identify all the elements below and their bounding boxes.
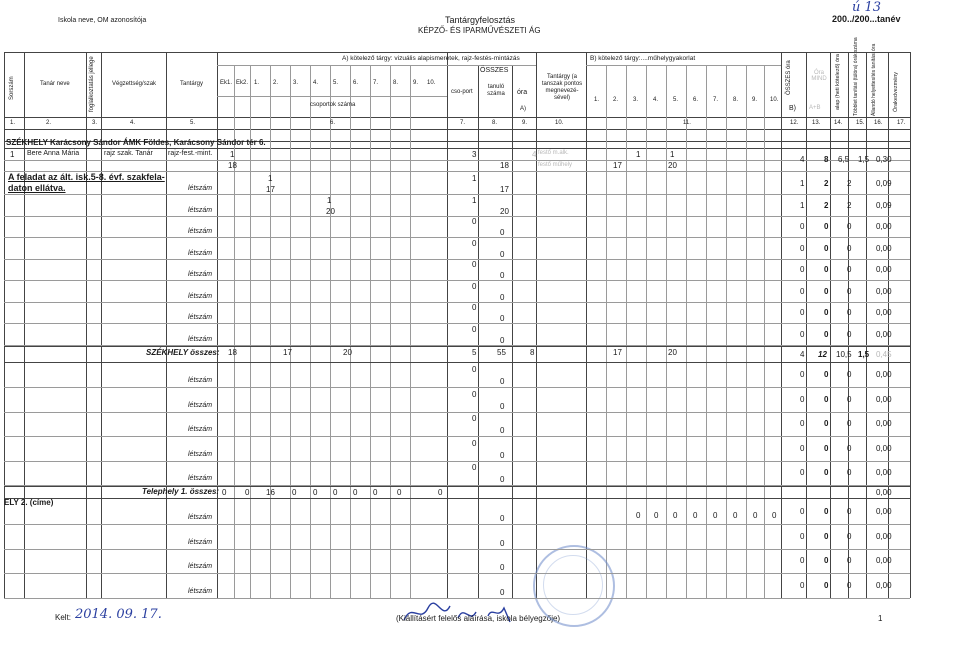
row-alap: 0 — [847, 244, 852, 253]
column-number: 17. — [897, 120, 906, 126]
telephely1-total-label: Telephely 1. összes: — [142, 487, 220, 496]
col-ora-mind: Óra MIND — [811, 70, 827, 82]
b-col-num: 6. — [693, 97, 699, 103]
row-allando: 0,00 — [876, 468, 892, 477]
letszam-label: létszám — [188, 314, 213, 321]
b-col-num: 10. — [770, 97, 779, 103]
row-ab: 0 — [824, 287, 829, 296]
row-group-count: 0 — [472, 439, 477, 448]
b-value: 0 — [713, 511, 718, 520]
row-sum: 0 — [800, 265, 805, 274]
row-alap: 0 — [847, 444, 852, 453]
row-sum: 0 — [800, 308, 805, 317]
b-col-num: 8. — [733, 97, 739, 103]
letszam-label: létszám — [188, 271, 213, 278]
row1-qualification: rajz szak. Tanár — [104, 150, 153, 157]
row-student-count: 0 — [500, 271, 505, 280]
row-student-count: 0 — [500, 426, 505, 435]
col-ek1: Ek1. — [220, 80, 233, 86]
column-number: 12. — [790, 120, 799, 126]
row-alap: 0 — [847, 265, 852, 274]
row-allando: 0,00 — [876, 419, 892, 428]
a-col-num: 10. — [427, 80, 436, 86]
column-number: 13. — [812, 120, 821, 126]
row-student-count: 20 — [500, 207, 509, 216]
row-ab: 0 — [824, 419, 829, 428]
col-tanar: Tanár neve — [40, 81, 70, 87]
row-student-count: 0 — [500, 336, 505, 345]
row-group-count: 1 — [472, 174, 477, 183]
row-allando: 0,00 — [876, 444, 892, 453]
row-ab: 0 — [824, 556, 829, 565]
col-osszes: ÖSSZES — [480, 67, 509, 74]
letszam-label: létszám — [188, 475, 213, 482]
column-number: 8. — [492, 120, 498, 126]
row-sum: 0 — [800, 468, 805, 477]
row-alap: 0 — [847, 370, 852, 379]
row-sum: 0 — [800, 556, 805, 565]
row-ab: 0 — [824, 244, 829, 253]
col-alap: alap (heti kötelező) óra — [835, 54, 841, 110]
letszam-label: létszám — [188, 336, 213, 343]
row-alap: 0 — [847, 507, 852, 516]
column-number: 15. — [856, 120, 865, 126]
row-student-count: 0 — [500, 563, 505, 572]
row-sum: 0 — [800, 581, 805, 590]
column-number: 6. — [330, 120, 336, 126]
b-mark: B) — [789, 105, 796, 112]
b-col-num: 1. — [594, 97, 600, 103]
letszam-label: létszám — [188, 426, 213, 433]
row-student-count: 0 — [500, 451, 505, 460]
column-number: 4. — [130, 120, 136, 126]
col-vegzettseg: Végzettség/szak — [112, 81, 157, 87]
telephely1-total-value: 16 — [266, 488, 275, 497]
telephely1-total-value: 0 — [245, 488, 250, 497]
b-value: 0 — [693, 511, 698, 520]
column-number: 14. — [834, 120, 843, 126]
col-tobblet: Többlet tanítási (túlóra) órák száma — [853, 37, 859, 116]
row-allando: 0,00 — [876, 581, 892, 590]
row-ab: 0 — [824, 222, 829, 231]
row-group-count: 0 — [472, 365, 477, 374]
col-ek2: Ek2. — [236, 80, 249, 86]
row-ab: 0 — [824, 330, 829, 339]
row-allando: 0,00 — [876, 265, 892, 274]
row-a-value: 1 — [327, 196, 332, 205]
row-ab: 0 — [824, 265, 829, 274]
col-ab: A+B — [809, 105, 821, 111]
letszam-label: létszám — [188, 207, 213, 214]
group-a-header: A) kötelező tárgy: vizuális alapismeretek, rajz-festés-mintázás — [342, 55, 520, 62]
row-allando: 0,00 — [876, 330, 892, 339]
col-tantargy-megnevezes: Tantárgy (a tanszak pontos megnevezé-sével) — [541, 74, 583, 101]
row-allando: 0,00 — [876, 222, 892, 231]
column-number: 10. — [555, 120, 564, 126]
row-group-count: 0 — [472, 217, 477, 226]
b-col-num: 3. — [633, 97, 639, 103]
row-alap: 0 — [847, 419, 852, 428]
letszam-label: létszám — [188, 185, 213, 192]
page-subtitle: KÉPZŐ- ÉS IPARMŰVÉSZETI ÁG — [418, 26, 541, 35]
row-ab: 0 — [824, 581, 829, 590]
letszam-label: létszám — [188, 250, 213, 257]
row-allando: 0,00 — [876, 532, 892, 541]
a-col-num: 6. — [353, 80, 359, 86]
column-number: 1. — [10, 120, 16, 126]
row-allando: 0,09 — [876, 201, 892, 210]
b-col-num: 5. — [673, 97, 679, 103]
b-col-num: 9. — [752, 97, 758, 103]
row-a-value: 1 — [268, 174, 273, 183]
col-tanulo: tanuló száma — [487, 84, 505, 97]
row-alap: 0 — [847, 468, 852, 477]
row-allando: 0,00 — [876, 308, 892, 317]
a-col-num: 5. — [333, 80, 339, 86]
row-sum: 0 — [800, 532, 805, 541]
telephely1-total-value: 0 — [333, 488, 338, 497]
telephely1-total-value: 0 — [292, 488, 297, 497]
row-student-count: 0 — [500, 475, 505, 484]
row-alap: 2 — [847, 179, 852, 188]
row1-num: 1 — [10, 150, 15, 159]
b-value: 0 — [673, 511, 678, 520]
row-student-count: 0 — [500, 588, 505, 597]
row-alap: 0 — [847, 308, 852, 317]
row-student-count: 17 — [500, 185, 509, 194]
letszam-label: létszám — [188, 514, 213, 521]
note-line1: A feladat az ált. isk.5-8. évf. szakfela- — [8, 172, 165, 182]
row-ab: 2 — [824, 179, 829, 188]
row1-subject: rajz-fest.-mint. — [168, 150, 213, 157]
row-ab: 2 — [824, 201, 829, 210]
row-sum: 0 — [800, 370, 805, 379]
csoport-label: csoportok száma — [310, 102, 356, 108]
szekhely-total-label: SZÉKHELY összes: — [146, 348, 220, 357]
col-csoport: cso-port — [451, 89, 473, 95]
row-alap: 0 — [847, 556, 852, 565]
row-sum: 1 — [800, 179, 805, 188]
row-allando: 0,00 — [876, 244, 892, 253]
section-szekhely: SZÉKHELY Karácsony Sándor ÁMK Földes, Karácsony Sándor tér 6. — [6, 138, 266, 147]
row-students: 20 — [326, 207, 335, 216]
row-sum: 0 — [800, 222, 805, 231]
letszam-label: létszám — [188, 588, 213, 595]
row-group-count: 0 — [472, 282, 477, 291]
row-student-count: 0 — [500, 514, 505, 523]
row-group-count: 0 — [472, 414, 477, 423]
row-sum: 1 — [800, 201, 805, 210]
row-ab: 0 — [824, 308, 829, 317]
column-number: 2. — [46, 120, 52, 126]
col-sorszam: Sorszám — [9, 76, 15, 100]
col-foglalkoztatas: foglalkoztatás jellege — [89, 56, 95, 112]
row-allando: 0,00 — [876, 507, 892, 516]
telephely1-total-value: 0 — [373, 488, 378, 497]
col-ora: óra — [517, 89, 528, 96]
row-allando: 0,09 — [876, 179, 892, 188]
row-alap: 2 — [847, 201, 852, 210]
telephely1-total-value: 0 — [397, 488, 402, 497]
column-number: 7. — [460, 120, 466, 126]
row-alap: 0 — [847, 287, 852, 296]
column-number: 16. — [874, 120, 883, 126]
school-stamp — [533, 545, 615, 627]
letszam-label: létszám — [188, 293, 213, 300]
kelt-label: Kelt: — [55, 613, 72, 622]
row-sum: 0 — [800, 507, 805, 516]
letszam-label: létszám — [188, 377, 213, 384]
letszam-label: létszám — [188, 402, 213, 409]
col-allando: Állandó helyettesítés tanítási óra — [871, 43, 877, 116]
letszam-label: létszám — [188, 563, 213, 570]
b-col-num: 7. — [713, 97, 719, 103]
a-col-num: 2. — [273, 80, 279, 86]
row-group-count: 0 — [472, 463, 477, 472]
row-student-count: 0 — [500, 228, 505, 237]
row-sum: 0 — [800, 444, 805, 453]
row-sum: 0 — [800, 395, 805, 404]
row-allando: 0,00 — [876, 556, 892, 565]
kelt-date: 2014. 09. 17. — [75, 607, 162, 622]
row-group-count: 1 — [472, 196, 477, 205]
row-alap: 0 — [847, 330, 852, 339]
corner-handwriting: ú 13 — [852, 0, 882, 15]
row-ab: 0 — [824, 444, 829, 453]
row-ab: 0 — [824, 468, 829, 477]
row-students: 17 — [266, 185, 275, 194]
col-orakedvezmeny: Órakedvezmény — [893, 71, 899, 112]
row-student-count: 0 — [500, 314, 505, 323]
row-ab: 0 — [824, 532, 829, 541]
row-group-count: 0 — [472, 239, 477, 248]
a-col-num: 4. — [313, 80, 319, 86]
letszam-label: létszám — [188, 539, 213, 546]
row-allando: 0,00 — [876, 287, 892, 296]
a-col-num: 7. — [373, 80, 379, 86]
telephely1-total-value: 0 — [313, 488, 318, 497]
telephely1-total-value: 0 — [353, 488, 358, 497]
b-value: 0 — [636, 511, 641, 520]
school-year: 200../200...tanév — [832, 14, 901, 24]
b-value: 0 — [733, 511, 738, 520]
page-number: 1 — [878, 614, 883, 623]
row-sum: 0 — [800, 330, 805, 339]
row-student-count: 0 — [500, 293, 505, 302]
letszam-label: létszám — [188, 228, 213, 235]
a-col-num: 8. — [393, 80, 399, 86]
a-mark: A) — [520, 106, 526, 112]
telephely1-total-value: 0 — [222, 488, 227, 497]
a-col-num: 3. — [293, 80, 299, 86]
col-tantargy: Tantárgy — [180, 81, 204, 87]
row-student-count: 0 — [500, 377, 505, 386]
b-value: 0 — [772, 511, 777, 520]
column-number: 9. — [522, 120, 528, 126]
row-group-count: 0 — [472, 390, 477, 399]
page-title: Tantárgyfelosztás — [445, 15, 516, 25]
row-alap: 0 — [847, 222, 852, 231]
school-id-label: Iskola neve, OM azonosítója — [58, 17, 147, 24]
row-student-count: 0 — [500, 402, 505, 411]
row1-teacher: Bere Anna Mária — [27, 150, 80, 157]
column-number: 3. — [92, 120, 98, 126]
b-value: 0 — [654, 511, 659, 520]
note-line2: daton ellátva. — [8, 183, 66, 193]
row-student-count: 0 — [500, 250, 505, 259]
row-sum: 0 — [800, 287, 805, 296]
signature — [398, 598, 538, 628]
row-group-count: 0 — [472, 325, 477, 334]
section-telephely2: ELY 2. (címe) — [4, 498, 54, 507]
signature-label: (Kiállításért felelős aláírása, iskola bélyegzője) — [396, 614, 561, 623]
row-alap: 0 — [847, 581, 852, 590]
row-ab: 0 — [824, 370, 829, 379]
row-allando: 0,00 — [876, 395, 892, 404]
column-number: 5. — [190, 120, 196, 126]
group-b-header: B) kötelező tárgy:....műhelygyakorlat — [590, 55, 696, 62]
row-group-count: 0 — [472, 303, 477, 312]
col-osszes-ora: ÖSSZES óra — [786, 60, 792, 95]
row-allando: 0,00 — [876, 370, 892, 379]
row-ab: 0 — [824, 395, 829, 404]
row-student-count: 0 — [500, 539, 505, 548]
row-sum: 0 — [800, 419, 805, 428]
letszam-label: létszám — [188, 451, 213, 458]
row-group-count: 0 — [472, 260, 477, 269]
b-col-num: 4. — [653, 97, 659, 103]
b-value: 0 — [753, 511, 758, 520]
row-alap: 0 — [847, 395, 852, 404]
row-sum: 0 — [800, 244, 805, 253]
table-top-border — [4, 52, 910, 53]
row-ab: 0 — [824, 507, 829, 516]
b-col-num: 2. — [613, 97, 619, 103]
a-col-num: 1. — [254, 80, 260, 86]
a-col-num: 9. — [413, 80, 419, 86]
telephely1-total-value: 0 — [438, 488, 443, 497]
column-number: 11. — [683, 120, 691, 126]
row-alap: 0 — [847, 532, 852, 541]
